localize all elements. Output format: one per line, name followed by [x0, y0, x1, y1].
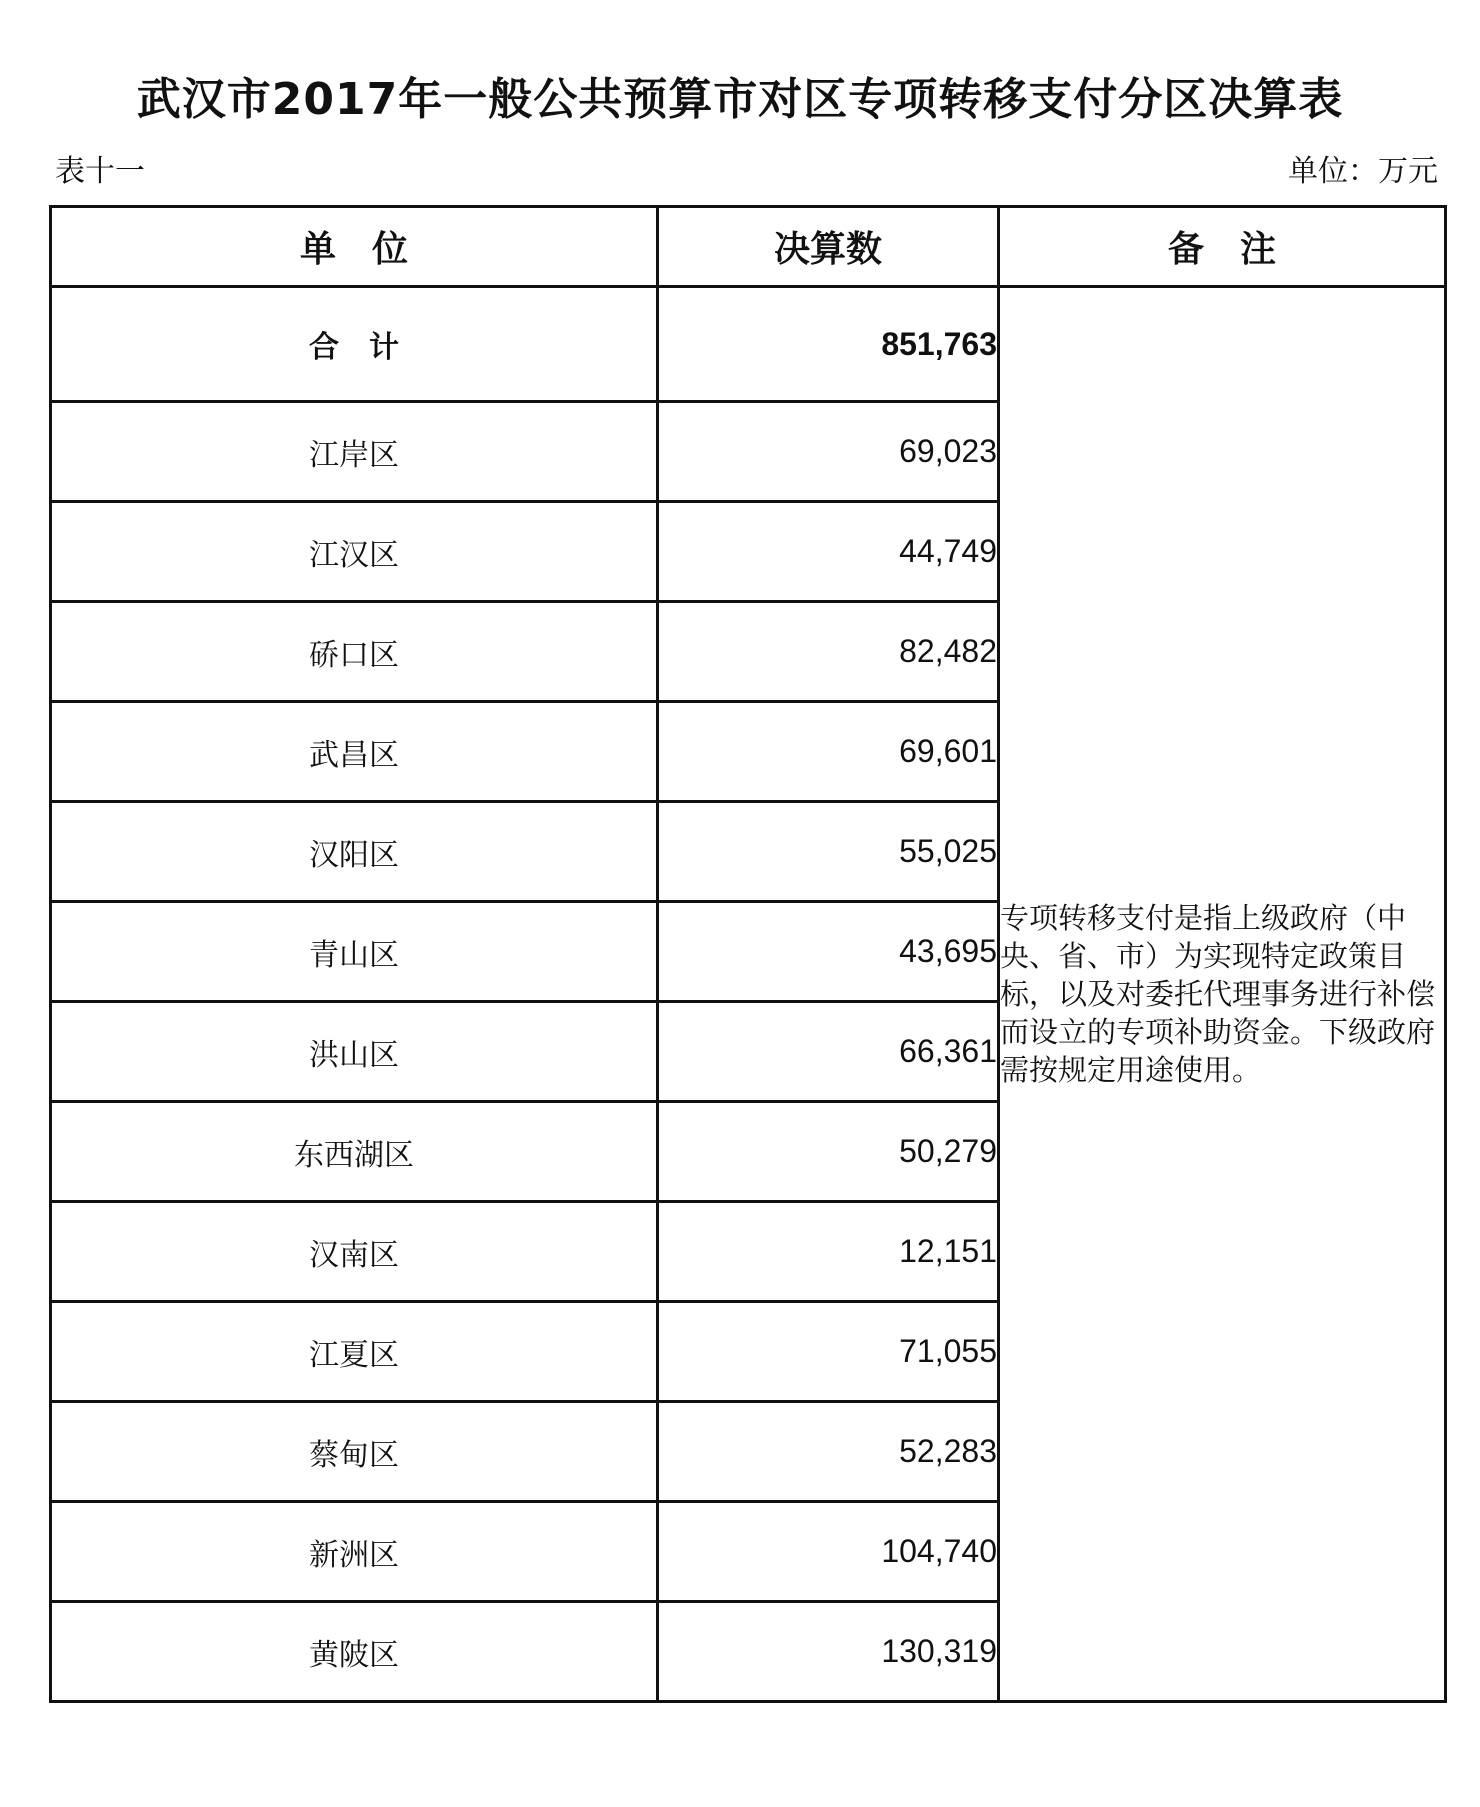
- district-amount: 130,319: [658, 1602, 999, 1702]
- table-number: 表十一: [55, 154, 145, 189]
- district-name: 硚口区: [51, 602, 658, 702]
- total-row: [51, 287, 1446, 402]
- district-name: 洪山区: [51, 1002, 658, 1102]
- note-cell: 专项转移支付是指上级政府（中央、省、市）为实现特定政策目标，以及对委托代理事务进行补偿而设立的专项补助资金。下级政府需按规定用途使用。: [999, 287, 1446, 1702]
- district-amount: 52,283: [658, 1402, 999, 1502]
- district-amount: 44,749: [658, 502, 999, 602]
- district-name: 青山区: [51, 902, 658, 1002]
- district-name: 江岸区: [51, 402, 658, 502]
- budget-table: [49, 205, 1447, 1703]
- district-amount: 66,361: [658, 1002, 999, 1102]
- total-label: 合 计: [51, 287, 658, 402]
- header-unit: 单 位: [51, 207, 658, 287]
- district-amount: 82,482: [658, 602, 999, 702]
- district-name: 江夏区: [51, 1302, 658, 1402]
- unit-label: 单位：万元: [1288, 154, 1438, 189]
- district-name: 新洲区: [51, 1502, 658, 1602]
- table-header-row: [51, 207, 1446, 287]
- district-name: 黄陂区: [51, 1602, 658, 1702]
- district-amount: 71,055: [658, 1302, 999, 1402]
- header-amount: 决算数: [658, 207, 999, 287]
- total-value: 851,763: [658, 287, 999, 402]
- district-name: 东西湖区: [51, 1102, 658, 1202]
- district-amount: 55,025: [658, 802, 999, 902]
- district-amount: 12,151: [658, 1202, 999, 1302]
- district-amount: 43,695: [658, 902, 999, 1002]
- district-name: 汉南区: [51, 1202, 658, 1302]
- district-name: 江汉区: [51, 502, 658, 602]
- district-amount: 69,601: [658, 702, 999, 802]
- district-name: 汉阳区: [51, 802, 658, 902]
- page-title: 武汉市2017年一般公共预算市对区专项转移支付分区决算表: [136, 74, 1344, 125]
- district-amount: 50,279: [658, 1102, 999, 1202]
- district-amount: 104,740: [658, 1502, 999, 1602]
- header-note: 备 注: [999, 207, 1446, 287]
- district-name: 武昌区: [51, 702, 658, 802]
- district-amount: 69,023: [658, 402, 999, 502]
- district-name: 蔡甸区: [51, 1402, 658, 1502]
